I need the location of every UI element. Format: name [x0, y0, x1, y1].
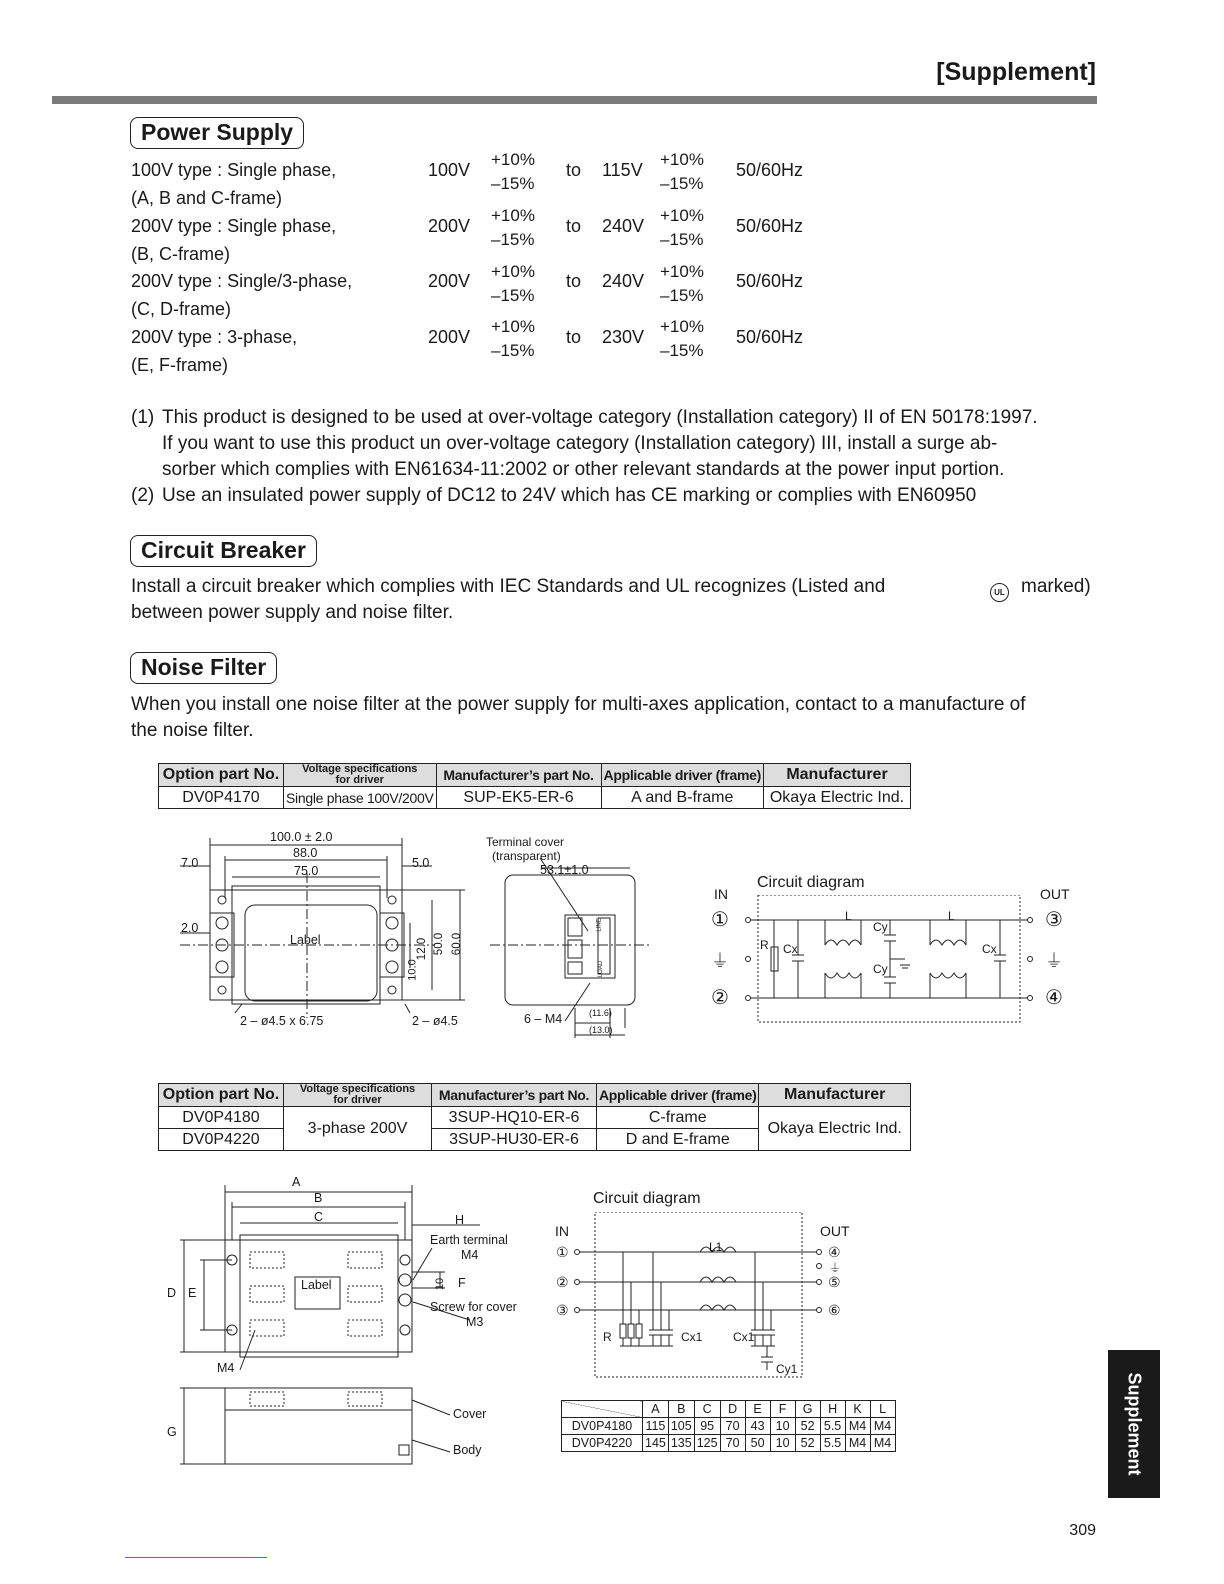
part-cell: DV0P4220 [562, 1435, 643, 1452]
note-line: sorber which complies with EN61634-11:2002 or other relevant standards at the power input portion. [162, 459, 1005, 480]
dim-label: G [167, 1425, 177, 1439]
ps-tol-plus: +10% [660, 150, 704, 169]
table-header-row [159, 764, 911, 787]
screw-label: M4 [217, 1361, 235, 1375]
circuit-breaker-text: marked) [1021, 576, 1091, 597]
value-cell: 105 [668, 1418, 694, 1435]
value-cell: 52 [795, 1435, 820, 1452]
dim-label: E [188, 1286, 197, 1300]
circuit-out-label: OUT [820, 1223, 850, 1239]
power-supply-heading: Power Supply [130, 117, 304, 149]
circuit-in-label: IN [555, 1223, 569, 1239]
dim-label: 10.0 [406, 959, 419, 981]
ps-freq: 50/60Hz [736, 327, 804, 347]
table-row [159, 787, 911, 809]
cell-mfr-part: SUP-EK5-ER-6 [436, 787, 601, 809]
ps-v2: 240V [602, 216, 645, 236]
circuit-component-label: Cy1 [776, 1362, 798, 1376]
ps-type: 200V type : 3-phase, [131, 327, 298, 347]
dim-label: 5.0 [412, 856, 430, 870]
dim-label: 2.0 [181, 921, 199, 935]
header-voltage: Voltage specifications for driver [284, 1084, 432, 1107]
circuit-breaker-heading: Circuit Breaker [130, 535, 317, 567]
circuit-diagram-title: Circuit diagram [757, 874, 865, 891]
noise-filter-text: the noise filter. [131, 720, 254, 741]
ps-tol-plus: +10% [660, 206, 704, 225]
table-row [562, 1435, 896, 1452]
cell-option: DV0P4170 [159, 787, 284, 809]
ps-v1: 200V [428, 271, 471, 291]
ps-v1: 100V [428, 160, 471, 180]
noise-filter-3phase-drawing [170, 1180, 500, 1480]
body-label: Body [453, 1443, 482, 1457]
circuit-component-label: R [760, 938, 769, 952]
header-manufacturer: Manufacturer [763, 764, 910, 787]
ps-tol-plus: +10% [491, 150, 535, 169]
ground-icon: ⏚ [829, 1261, 842, 1275]
terminal-label: LOAD [598, 960, 605, 978]
ps-tol-minus: –15% [660, 174, 704, 193]
ps-v2: 230V [602, 327, 645, 347]
ps-tol-plus: +10% [491, 317, 535, 336]
header-cell: L [870, 1401, 895, 1418]
ps-tol-minus: –15% [660, 230, 704, 249]
dim-label: 50.0 [433, 932, 446, 956]
header-cell: C [694, 1401, 720, 1418]
value-cell: 43 [745, 1418, 770, 1435]
filter-label: Label [301, 1278, 332, 1292]
header-manufacturer: Manufacturer [759, 1084, 911, 1107]
circuit-diagram-2 [565, 1212, 840, 1382]
ps-tol-plus: +10% [491, 206, 535, 225]
circuit-pin: ① [556, 1244, 569, 1260]
cell-voltage: Single phase 100V/200V [284, 787, 437, 809]
circuit-pin: ① [711, 909, 729, 931]
page-number: 309 [1069, 1522, 1096, 1539]
header-voltage: Voltage specifications for driver [284, 764, 437, 787]
circuit-in-label: IN [714, 886, 728, 902]
dim-label: 100.0 ± 2.0 [270, 830, 333, 844]
ps-frame: (C, D-frame) [131, 299, 231, 319]
value-cell: 5.5 [820, 1418, 845, 1435]
header-rule [52, 96, 1097, 104]
dim-label: H [455, 1213, 465, 1227]
value-cell: 115 [643, 1418, 669, 1435]
ps-freq: 50/60Hz [736, 271, 804, 291]
noise-filter-text: When you install one noise filter at the power supply for multi-axes application, contact to a manufacture of [131, 694, 1026, 715]
header-option: Option part No. [159, 1084, 284, 1107]
circuit-component-label: L1 [709, 1240, 723, 1254]
circuit-breaker-text: between power supply and noise filter. [131, 602, 454, 623]
ps-v1: 200V [428, 216, 471, 236]
header-cell: E [745, 1401, 770, 1418]
circuit-pin: ⑥ [828, 1302, 841, 1318]
table-row [159, 1107, 911, 1129]
footer-link-underline[interactable] [125, 1557, 267, 1558]
dim-label: 60.0 [451, 932, 464, 956]
ps-freq: 50/60Hz [736, 216, 804, 236]
dimension-table [561, 1400, 896, 1452]
ps-frame: (A, B and C-frame) [131, 188, 283, 208]
ps-type: 100V type : Single phase, [131, 160, 337, 180]
ps-frame: (B, C-frame) [131, 244, 230, 264]
value-cell: M4 [845, 1435, 870, 1452]
ps-to: to [566, 216, 582, 236]
screw-cover-label: Screw for cover [430, 1300, 517, 1314]
corner-cell [562, 1401, 643, 1418]
value-cell: 5.5 [820, 1435, 845, 1452]
value-cell: 52 [795, 1418, 820, 1435]
header-cell: F [770, 1401, 795, 1418]
value-cell: 70 [720, 1418, 745, 1435]
cell-manufacturer: Okaya Electric Ind. [763, 787, 910, 809]
note-number: (1) [131, 407, 155, 428]
note-line: This product is designed to be used at over-voltage category (Installation category) II of EN 50178:1997. [162, 407, 1038, 428]
ps-frame: (E, F-frame) [131, 355, 228, 375]
earth-terminal-label: M4 [461, 1248, 479, 1262]
dim-label: 7.0 [181, 856, 199, 870]
dim-label: 12.0 [416, 937, 429, 961]
circuit-component-label: Cx [783, 942, 798, 956]
value-cell: 145 [643, 1435, 669, 1452]
hole-label: 2 – ø4.5 x 6.75 [240, 1014, 324, 1028]
supplement-side-tab[interactable] [1108, 1350, 1160, 1498]
ps-tol-minus: –15% [491, 286, 535, 305]
circuit-pin: ③ [556, 1302, 569, 1318]
header-cell: H [820, 1401, 845, 1418]
circuit-pin: ② [556, 1274, 569, 1290]
value-cell: 135 [668, 1435, 694, 1452]
cell-mfr-part: 3SUP-HU30-ER-6 [432, 1129, 597, 1151]
dim-label: 10 [434, 1277, 447, 1291]
circuit-component-label: Cx1 [681, 1330, 703, 1344]
cover-label: Cover [453, 1407, 487, 1421]
value-cell: 50 [745, 1435, 770, 1452]
cell-driver: D and E-frame [597, 1129, 759, 1151]
dim-label: B [314, 1191, 323, 1205]
header-cell: G [795, 1401, 820, 1418]
filter-label: Label [290, 933, 321, 947]
cell-option: DV0P4180 [159, 1107, 284, 1129]
header-cell: A [643, 1401, 669, 1418]
circuit-component-label: Cy [873, 920, 888, 934]
value-cell: M4 [845, 1418, 870, 1435]
ps-tol-minus: –15% [491, 341, 535, 360]
circuit-breaker-text: Install a circuit breaker which complies with IEC Standards and UL recognizes (Listed and [131, 576, 886, 597]
terminal-cover-label: (transparent) [492, 849, 561, 863]
circuit-component-label: Cy [873, 962, 888, 976]
note-number: (2) [131, 485, 155, 506]
ps-tol-minus: –15% [660, 286, 704, 305]
cell-voltage: 3-phase 200V [284, 1107, 432, 1151]
noise-filter-heading: Noise Filter [130, 652, 277, 684]
value-cell: 95 [694, 1418, 720, 1435]
ps-to: to [566, 327, 582, 347]
cell-manufacturer: Okaya Electric Ind. [759, 1107, 911, 1151]
ps-type: 200V type : Single phase, [131, 216, 337, 236]
screw-cover-label: M3 [466, 1315, 484, 1329]
header-cell: D [720, 1401, 745, 1418]
circuit-pin: ② [711, 987, 729, 1009]
header-cell: K [845, 1401, 870, 1418]
value-cell: 70 [720, 1435, 745, 1452]
dim-label: A [292, 1175, 301, 1189]
terminal-label: LINE [596, 918, 603, 932]
part-cell: DV0P4180 [562, 1418, 643, 1435]
dim-label: 53.1±1.0 [540, 863, 589, 877]
header-mfr-part: Manufacturer’s part No. [436, 764, 601, 787]
header-mfr-part: Manufacturer’s part No. [432, 1084, 597, 1107]
ps-v2: 240V [602, 271, 645, 291]
circuit-out-label: OUT [1040, 886, 1070, 902]
header-driver: Applicable driver (frame) [597, 1084, 759, 1107]
circuit-pin: ④ [1045, 987, 1063, 1009]
header-cell: B [668, 1401, 694, 1418]
hole-label: 2 – ø4.5 [412, 1014, 458, 1028]
circuit-diagram-1 [740, 895, 1040, 1025]
ps-tol-plus: +10% [660, 262, 704, 281]
ps-type: 200V type : Single/3-phase, [131, 271, 353, 291]
circuit-component-label: L [845, 909, 852, 923]
ps-tol-minus: –15% [491, 230, 535, 249]
value-cell: M4 [870, 1418, 895, 1435]
header-driver: Applicable driver (frame) [601, 764, 763, 787]
circuit-component-label: L [948, 909, 955, 923]
value-cell: 10 [770, 1435, 795, 1452]
circuit-component-label: Cx [982, 942, 997, 956]
dim-label: 75.0 [294, 864, 319, 878]
value-cell: 10 [770, 1418, 795, 1435]
ground-icon: ⏚ [711, 951, 729, 971]
noise-filter-table-1 [158, 763, 911, 809]
terminal-cover-label: Terminal cover [486, 835, 565, 849]
dim-label: (13.0) [589, 1025, 613, 1035]
dim-label: D [167, 1286, 177, 1300]
table-header-row [159, 1084, 911, 1107]
circuit-component-label: Cx1 [733, 1330, 755, 1344]
ps-freq: 50/60Hz [736, 160, 804, 180]
ul-mark-icon: UL [990, 583, 1009, 602]
noise-filter-outline-drawing [170, 828, 650, 1043]
header-option: Option part No. [159, 764, 284, 787]
side-tab-label: Supplement [1124, 1372, 1145, 1476]
page-header-title: [Supplement] [936, 58, 1096, 86]
note-line: If you want to use this product un over-voltage category (Installation category) III, install a surge ab- [162, 433, 998, 454]
ps-v1: 200V [428, 327, 471, 347]
ps-tol-plus: +10% [660, 317, 704, 336]
circuit-component-label: R [603, 1330, 612, 1344]
table-header-row [562, 1401, 896, 1418]
ps-tol-minus: –15% [491, 174, 535, 193]
noise-filter-table-2 [158, 1083, 911, 1151]
cell-driver: C-frame [597, 1107, 759, 1129]
table-row [562, 1418, 896, 1435]
dim-label: F [458, 1276, 466, 1290]
cell-mfr-part: 3SUP-HQ10-ER-6 [432, 1107, 597, 1129]
circuit-pin: ⑤ [828, 1274, 841, 1290]
note-line: Use an insulated power supply of DC12 to 24V which has CE marking or complies with EN60950 [162, 485, 977, 506]
ps-to: to [566, 271, 582, 291]
ps-tol-minus: –15% [660, 341, 704, 360]
screw-label: 6 – M4 [524, 1012, 563, 1026]
ground-icon: ⏚ [1045, 951, 1063, 971]
circuit-pin: ③ [1045, 909, 1063, 931]
ps-v2: 115V [602, 160, 643, 180]
cell-driver: A and B-frame [601, 787, 763, 809]
ps-to: to [566, 160, 582, 180]
dim-label: (11.6) [589, 1008, 612, 1018]
dim-label: 88.0 [293, 846, 318, 860]
ps-tol-plus: +10% [491, 262, 535, 281]
circuit-diagram-title: Circuit diagram [593, 1190, 701, 1207]
value-cell: 125 [694, 1435, 720, 1452]
value-cell: M4 [870, 1435, 895, 1452]
circuit-pin: ④ [828, 1244, 841, 1260]
earth-terminal-label: Earth terminal [430, 1233, 508, 1247]
cell-option: DV0P4220 [159, 1129, 284, 1151]
dim-label: C [314, 1210, 324, 1224]
